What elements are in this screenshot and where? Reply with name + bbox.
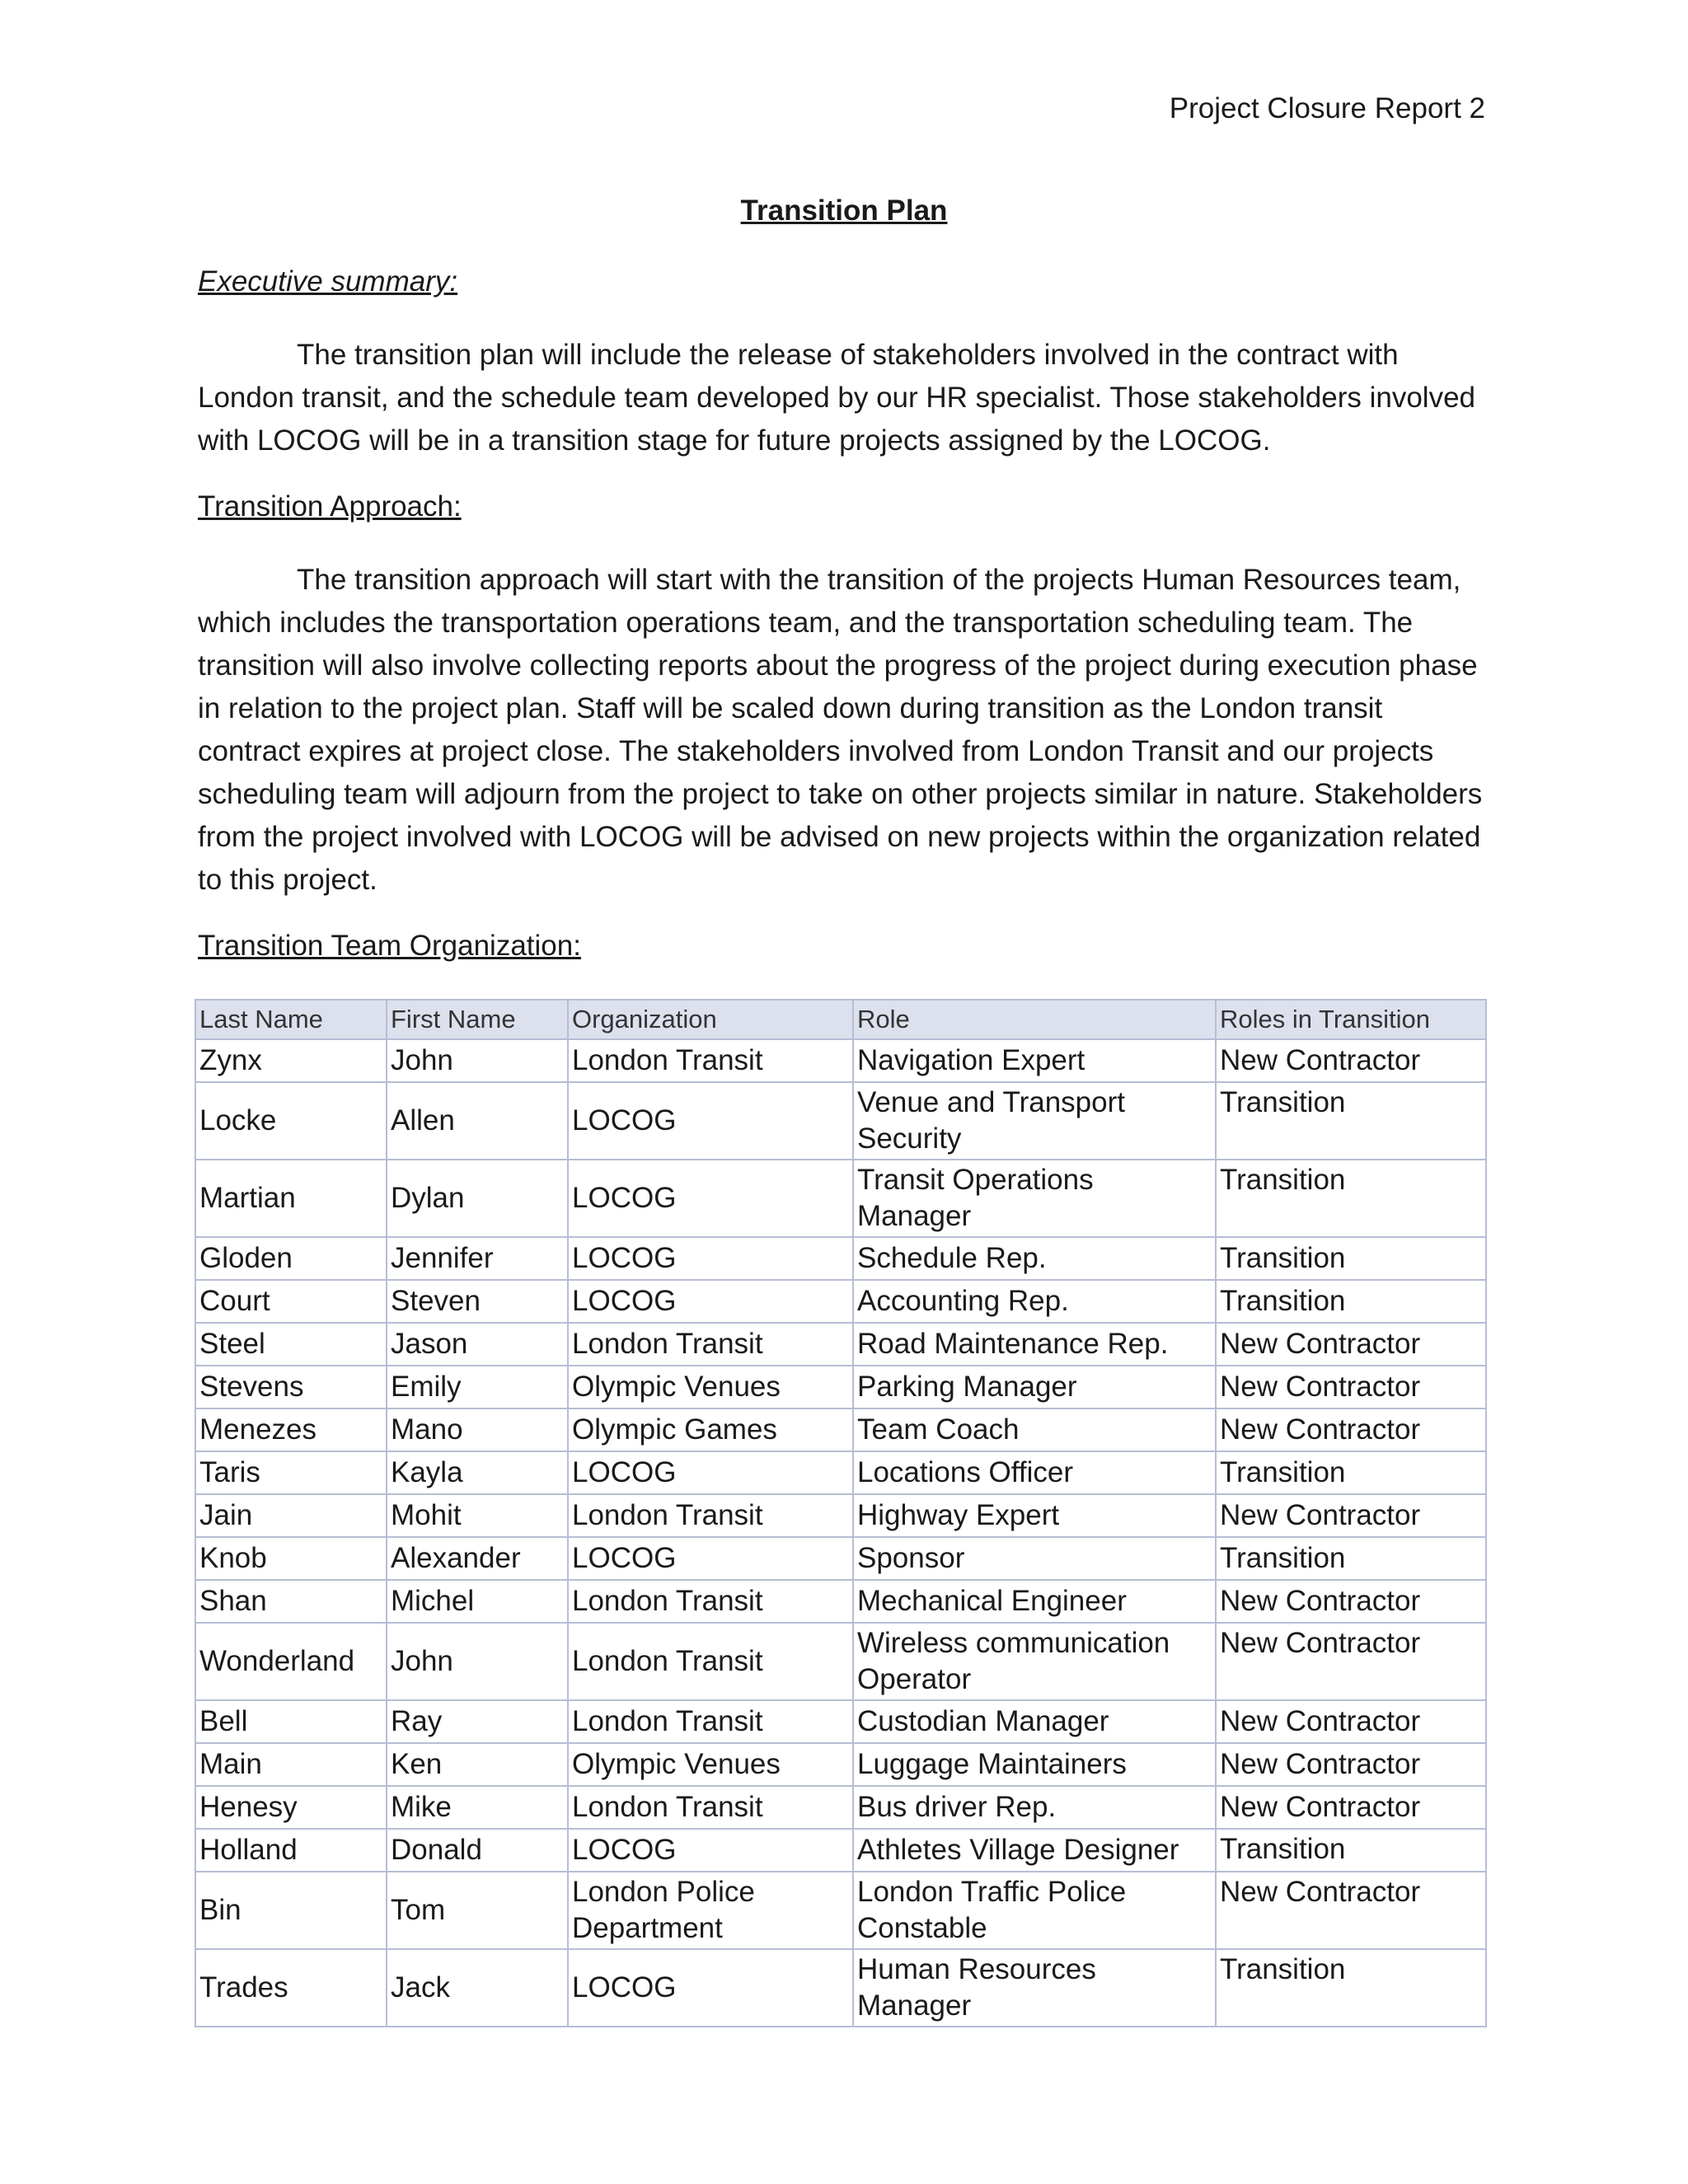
organization-cell: London Transit — [568, 1039, 853, 1082]
transition-approach-heading: Transition Approach: — [198, 490, 462, 523]
table-row — [195, 1237, 1486, 1280]
table-row — [195, 1366, 1486, 1408]
roles-in-transition-cell: Transition — [1216, 1237, 1486, 1280]
first-name-cell: Mohit — [387, 1494, 568, 1537]
first-name-cell: Ray — [387, 1700, 568, 1743]
organization-cell: LOCOG — [568, 1829, 853, 1872]
organization-cell: Olympic Venues — [568, 1743, 853, 1786]
organization-cell: London Transit — [568, 1494, 853, 1537]
first-name-cell: Alexander — [387, 1537, 568, 1580]
first-name-cell: John — [387, 1623, 568, 1700]
column-header-last-name: Last Name — [195, 1000, 387, 1039]
last-name-cell: Bin — [195, 1872, 387, 1949]
roles-in-transition-cell: New Contractor — [1216, 1623, 1486, 1700]
organization-cell: LOCOG — [568, 1949, 853, 2027]
last-name-cell: Taris — [195, 1451, 387, 1494]
role-cell: Schedule Rep. — [853, 1237, 1216, 1280]
roles-in-transition-cell: New Contractor — [1216, 1743, 1486, 1786]
table-row — [195, 1743, 1486, 1786]
page-header: Project Closure Report 2 — [1169, 92, 1485, 124]
first-name-cell: John — [387, 1039, 568, 1082]
role-cell: Bus driver Rep. — [853, 1786, 1216, 1829]
last-name-cell: Wonderland — [195, 1623, 387, 1700]
first-name-cell: Mano — [387, 1408, 568, 1451]
role-cell: Wireless communication Operator — [853, 1623, 1216, 1700]
organization-cell: LOCOG — [568, 1280, 853, 1323]
first-name-cell: Donald — [387, 1829, 568, 1872]
roles-in-transition-cell: New Contractor — [1216, 1872, 1486, 1949]
role-cell: Venue and Transport Security — [853, 1082, 1216, 1160]
roles-in-transition-cell: New Contractor — [1216, 1323, 1486, 1366]
organization-cell: LOCOG — [568, 1537, 853, 1580]
role-cell: Locations Officer — [853, 1451, 1216, 1494]
first-name-cell: Michel — [387, 1580, 568, 1623]
role-cell: Parking Manager — [853, 1366, 1216, 1408]
table-row — [195, 1280, 1486, 1323]
table-row — [195, 1082, 1486, 1160]
column-header-first-name: First Name — [387, 1000, 568, 1039]
last-name-cell: Steel — [195, 1323, 387, 1366]
role-cell: Athletes Village Designer — [853, 1829, 1216, 1872]
last-name-cell: Trades — [195, 1949, 387, 2027]
table-row — [195, 1700, 1486, 1743]
table-header-row — [195, 1000, 1486, 1039]
roles-in-transition-cell: New Contractor — [1216, 1494, 1486, 1537]
role-cell: Accounting Rep. — [853, 1280, 1216, 1323]
last-name-cell: Knob — [195, 1537, 387, 1580]
roles-in-transition-cell: New Contractor — [1216, 1700, 1486, 1743]
table-row — [195, 1160, 1486, 1237]
table-row — [195, 1039, 1486, 1082]
table-row — [195, 1580, 1486, 1623]
first-name-cell: Kayla — [387, 1451, 568, 1494]
executive-summary-heading: Executive summary: — [198, 265, 458, 298]
first-name-cell: Jack — [387, 1949, 568, 2027]
role-cell: Luggage Maintainers — [853, 1743, 1216, 1786]
roles-in-transition-cell: Transition — [1216, 1451, 1486, 1494]
organization-cell: LOCOG — [568, 1082, 853, 1160]
first-name-cell: Mike — [387, 1786, 568, 1829]
table-row — [195, 1323, 1486, 1366]
last-name-cell: Jain — [195, 1494, 387, 1537]
first-name-cell: Allen — [387, 1082, 568, 1160]
roles-in-transition-cell: New Contractor — [1216, 1408, 1486, 1451]
roles-in-transition-cell: New Contractor — [1216, 1039, 1486, 1082]
last-name-cell: Gloden — [195, 1237, 387, 1280]
first-name-cell: Dylan — [387, 1160, 568, 1237]
table-row — [195, 1949, 1486, 2027]
table-row — [195, 1623, 1486, 1700]
transition-team-heading: Transition Team Organization: — [198, 930, 581, 962]
last-name-cell: Shan — [195, 1580, 387, 1623]
first-name-cell: Steven — [387, 1280, 568, 1323]
last-name-cell: Locke — [195, 1082, 387, 1160]
last-name-cell: Main — [195, 1743, 387, 1786]
role-cell: Sponsor — [853, 1537, 1216, 1580]
roles-in-transition-cell: Transition — [1216, 1829, 1486, 1872]
organization-cell: London Police Department — [568, 1872, 853, 1949]
roles-in-transition-cell: Transition — [1216, 1949, 1486, 2027]
transition-team-table — [195, 999, 1487, 2027]
organization-cell: LOCOG — [568, 1160, 853, 1237]
table-row — [195, 1451, 1486, 1494]
organization-cell: London Transit — [568, 1700, 853, 1743]
role-cell: Navigation Expert — [853, 1039, 1216, 1082]
organization-cell: Olympic Venues — [568, 1366, 853, 1408]
last-name-cell: Stevens — [195, 1366, 387, 1408]
role-cell: Human Resources Manager — [853, 1949, 1216, 2027]
role-cell: Mechanical Engineer — [853, 1580, 1216, 1623]
role-cell: London Traffic Police Constable — [853, 1872, 1216, 1949]
role-cell: Road Maintenance Rep. — [853, 1323, 1216, 1366]
roles-in-transition-cell: Transition — [1216, 1537, 1486, 1580]
first-name-cell: Emily — [387, 1366, 568, 1408]
roles-in-transition-cell: New Contractor — [1216, 1366, 1486, 1408]
roles-in-transition-cell: Transition — [1216, 1160, 1486, 1237]
organization-cell: London Transit — [568, 1623, 853, 1700]
last-name-cell: Holland — [195, 1829, 387, 1872]
first-name-cell: Tom — [387, 1872, 568, 1949]
last-name-cell: Martian — [195, 1160, 387, 1237]
roles-in-transition-cell: Transition — [1216, 1082, 1486, 1160]
last-name-cell: Menezes — [195, 1408, 387, 1451]
roles-in-transition-cell: Transition — [1216, 1280, 1486, 1323]
role-cell: Highway Expert — [853, 1494, 1216, 1537]
column-header-role: Role — [853, 1000, 1216, 1039]
organization-cell: London Transit — [568, 1323, 853, 1366]
roles-in-transition-cell: New Contractor — [1216, 1786, 1486, 1829]
table-row — [195, 1872, 1486, 1949]
roles-in-transition-cell: New Contractor — [1216, 1580, 1486, 1623]
organization-cell: London Transit — [568, 1580, 853, 1623]
table-row — [195, 1786, 1486, 1829]
first-name-cell: Ken — [387, 1743, 568, 1786]
column-header-roles-in-transition: Roles in Transition — [1216, 1000, 1486, 1039]
role-cell: Transit Operations Manager — [853, 1160, 1216, 1237]
last-name-cell: Court — [195, 1280, 387, 1323]
table-body — [195, 1039, 1486, 2027]
executive-summary-body: The transition plan will include the release of stakeholders involved in the contract with London transit, and the schedule team developed by our HR specialist. Those stakeholders involved with LOCOG will be in a transition stage for future projects assigned by the LOCOG. — [198, 339, 1476, 457]
last-name-cell: Henesy — [195, 1786, 387, 1829]
table-row — [195, 1494, 1486, 1537]
role-cell: Team Coach — [853, 1408, 1216, 1451]
first-name-cell: Jennifer — [387, 1237, 568, 1280]
role-cell: Custodian Manager — [853, 1700, 1216, 1743]
table-row — [195, 1408, 1486, 1451]
column-header-organization: Organization — [568, 1000, 853, 1039]
last-name-cell: Zynx — [195, 1039, 387, 1082]
organization-cell: LOCOG — [568, 1451, 853, 1494]
first-name-cell: Jason — [387, 1323, 568, 1366]
transition-approach-body: The transition approach will start with the transition of the projects Human Resources team, which includes the transportation operations team, and the transportation scheduling team. The transition will also involve collecting reports about the progress of the project during execution phase in relation to the project plan. Staff will be scaled down during transition as the London transit contract expires at project close. The stakeholders involved from London Transit and our projects scheduling team will adjourn from the project to take on other projects similar in nature. Stakeholders from the project involved with LOCOG will be advised on new projects within the organization related to this project. — [198, 564, 1483, 896]
last-name-cell: Bell — [195, 1700, 387, 1743]
document-title — [0, 194, 1688, 227]
organization-cell: LOCOG — [568, 1237, 853, 1280]
organization-cell: Olympic Games — [568, 1408, 853, 1451]
table-row — [195, 1537, 1486, 1580]
table-row — [195, 1829, 1486, 1872]
organization-cell: London Transit — [568, 1786, 853, 1829]
document-title-text: Transition Plan — [740, 194, 948, 227]
